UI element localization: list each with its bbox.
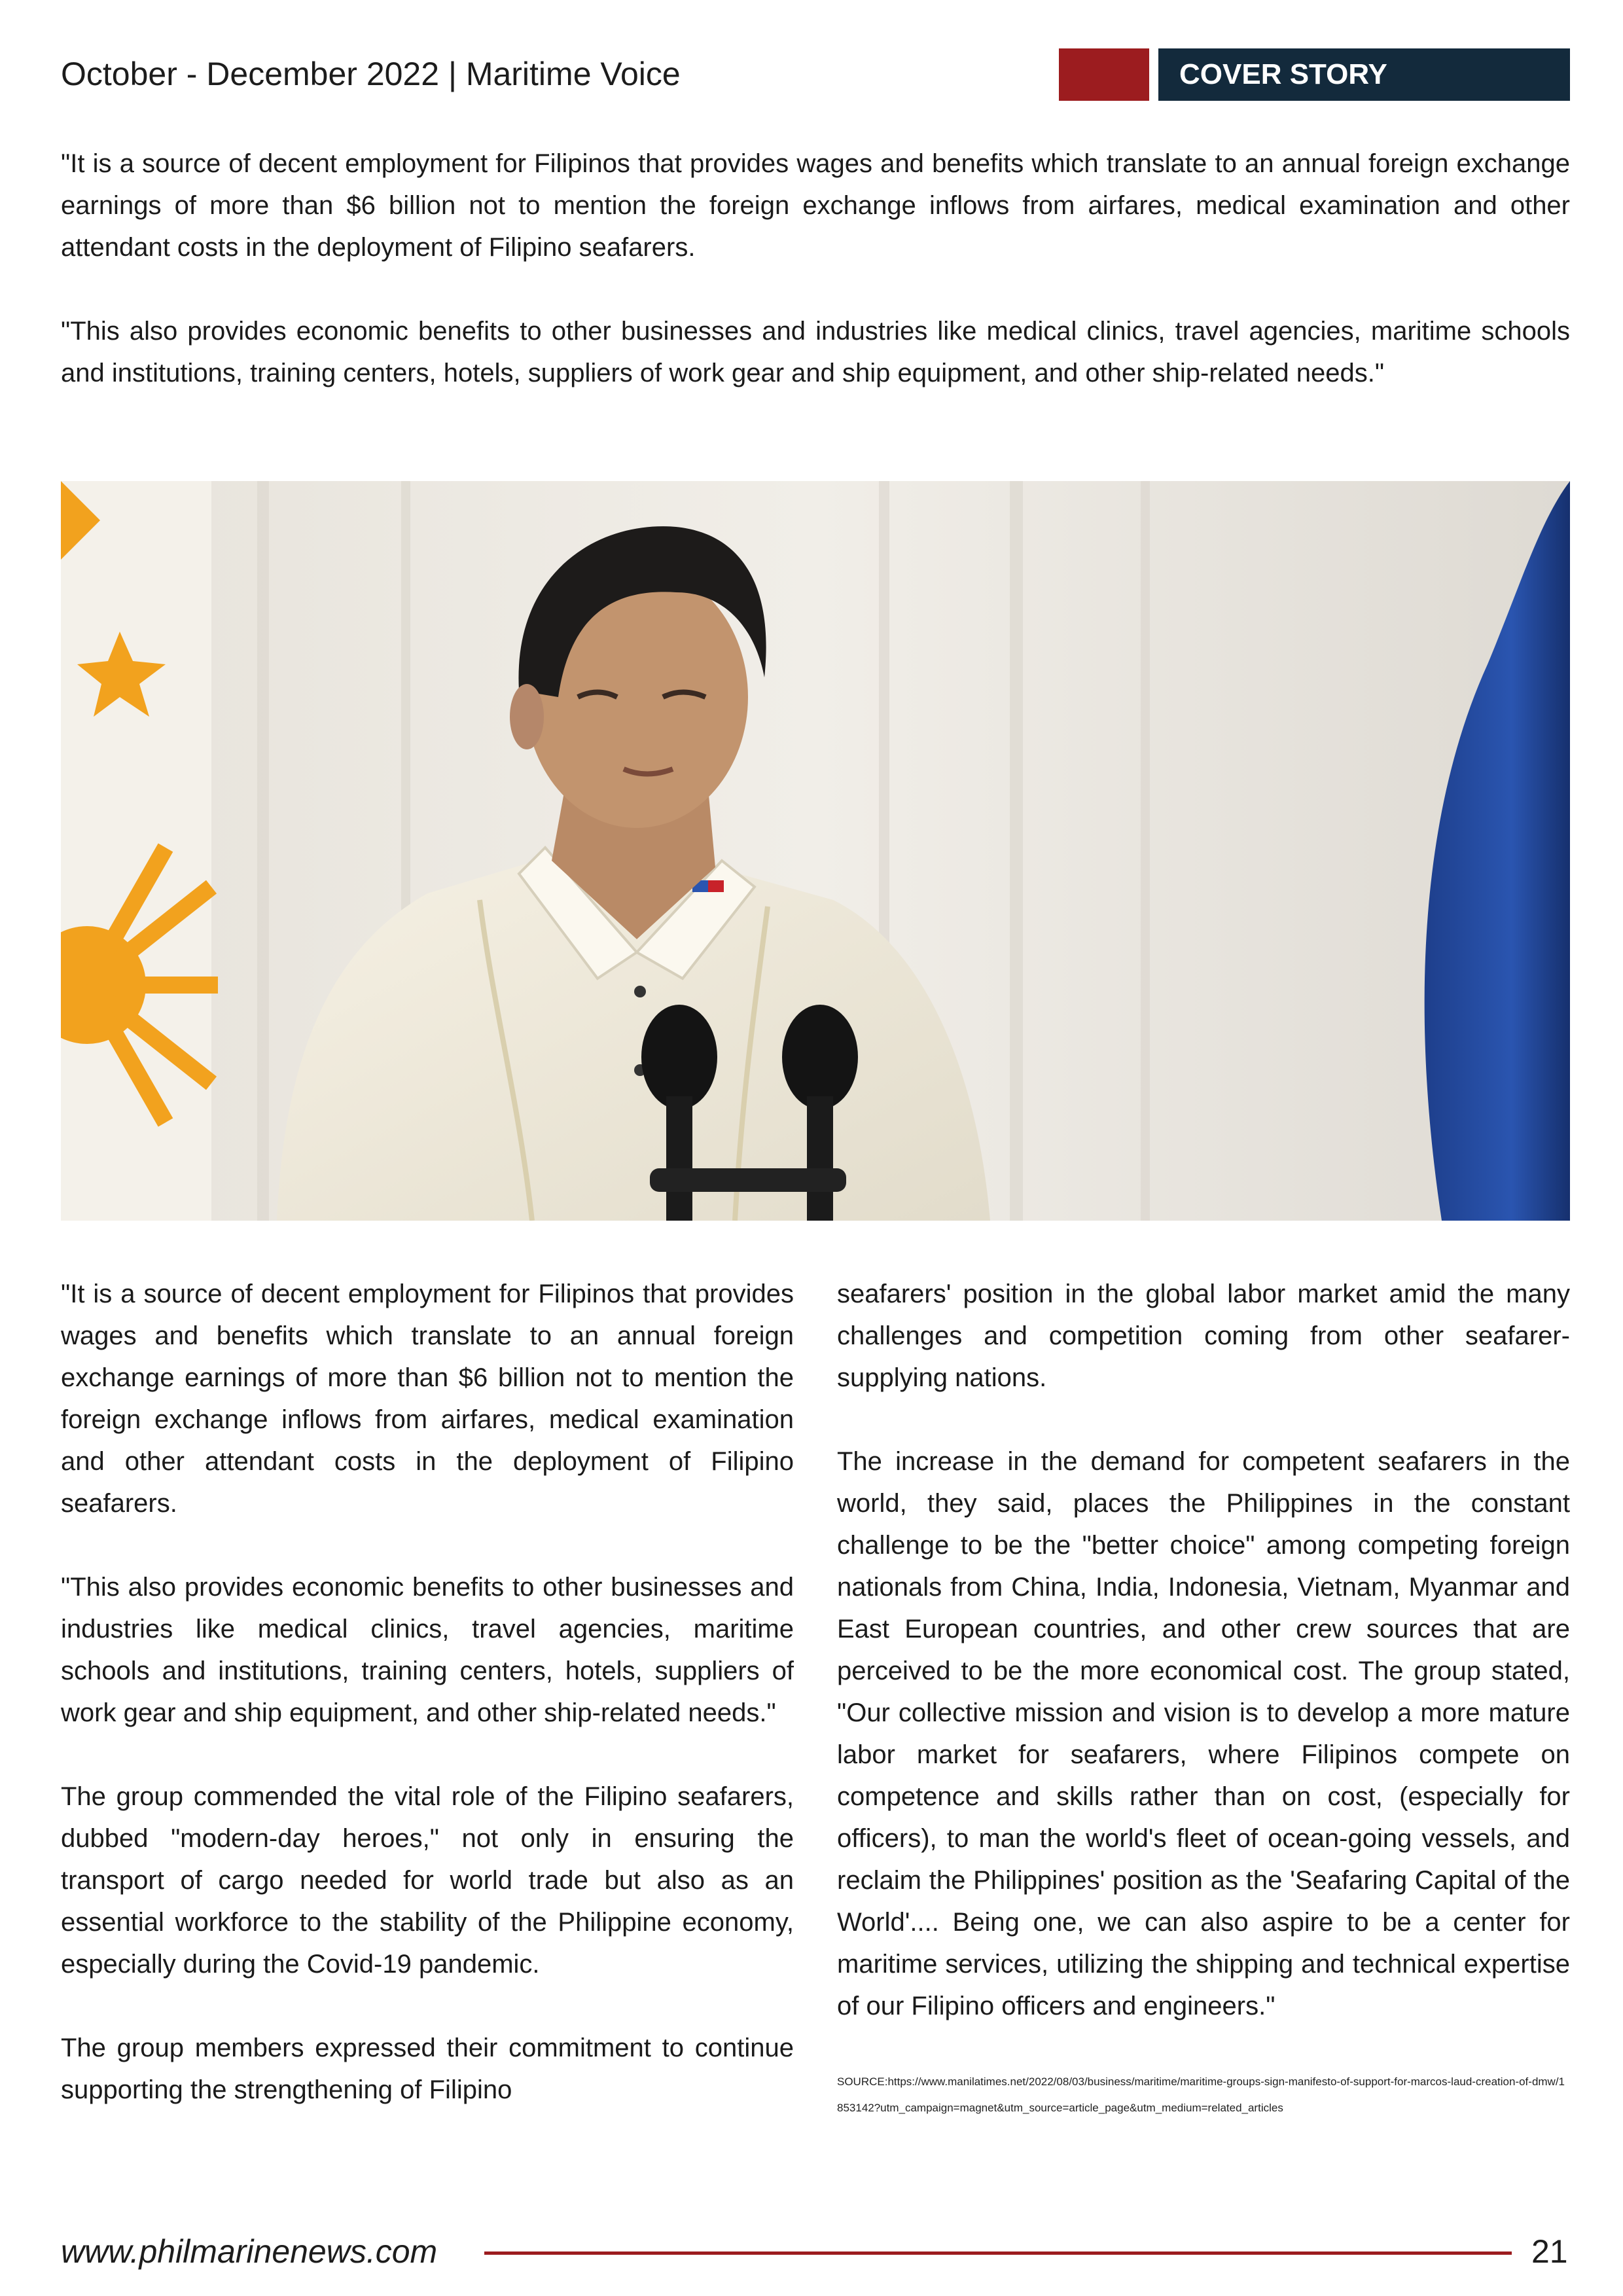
speaker-photo	[61, 481, 1570, 1221]
section-accent-bar	[1059, 48, 1149, 101]
left-paragraph-3: The group commended the vital role of the Filipino seafarers, dubbed "modern-day heroes," not only in ensuring the transport of cargo needed for world trade but also as an essential workforce to the stability of the Philippine economy, especially during the Covid-19 pandemic.	[61, 1782, 794, 1979]
top-quote-block	[61, 143, 1570, 436]
philippine-flag-icon	[61, 481, 218, 1221]
right-column	[837, 1273, 1570, 2121]
top-quote-paragraph-2: "This also provides economic benefits to other businesses and industries like medical clinics, travel agencies, maritime schools and institutions, training centers, hotels, suppliers of work gear and ship equipment, and other ship-related needs."	[61, 317, 1570, 387]
source-citation: SOURCE:https://www.manilatimes.net/2022/08/03/business/maritime/maritime-groups-sign-manifesto-of-support-for-marcos-laud-creation-of-dmw/1853142?utm_campaign=magnet&utm_source=article_page&utm_medium=related_articles	[837, 2075, 1565, 2114]
top-quote-paragraph-1: "It is a source of decent employment for Filipinos that provides wages and benefits which translate to an annual foreign exchange earnings of more than $6 billion not to mention the foreign exchange inflows from airfares, medical examination and other attendant costs in the deployment of Filipino seafarers.	[61, 149, 1570, 262]
footer-divider	[484, 2251, 1512, 2255]
issue-title: October - December 2022 | Maritime Voice	[61, 56, 681, 92]
left-paragraph-4: The group members expressed their commitment to continue supporting the strengthening of Filipino	[61, 2034, 794, 2104]
footer-website: www.philmarinenews.com	[61, 2233, 438, 2270]
right-paragraph-2: The increase in the demand for competent seafarers in the world, they said, places the Philippines in the constant challenge to be the "better choice" among competing foreign nationals from China, India, Indonesia, Vietnam, Myanmar and East European countries, and other crew sources that are perceived to be the more economical cost. The group stated, "Our collective mission and vision is to develop a more mature labor market for seafarers, where Filipinos compete on competence and skills rather than on cost, (especially for officers), to man the world's fleet of ocean-going vessels, and reclaim the Philippines' position as the 'Seafaring Capital of the World'.... Being one, we can also aspire to be a center for maritime services, utilizing the shipping and technical expertise of our Filipino officers and engineers."	[837, 1447, 1570, 2020]
right-paragraph-1: seafarers' position in the global labor market amid the many challenges and competition coming from other seafarer-supplying nations.	[837, 1280, 1570, 1392]
section-label: COVER STORY	[1158, 48, 1570, 101]
page-number: 21	[1531, 2233, 1568, 2270]
left-column	[61, 1273, 794, 2153]
left-paragraph-2: "This also provides economic benefits to other businesses and industries like medical clinics, travel agencies, maritime schools and institutions, training centers, hotels, suppliers of work gear and ship equipment, and other ship-related needs."	[61, 1573, 794, 1727]
left-paragraph-1: "It is a source of decent employment for Filipinos that provides wages and benefits which translate to an annual foreign exchange earnings of more than $6 billion not to mention the foreign exchange inflows from airfares, medical examination and other attendant costs in the deployment of Filipino seafarers.	[61, 1280, 794, 1518]
